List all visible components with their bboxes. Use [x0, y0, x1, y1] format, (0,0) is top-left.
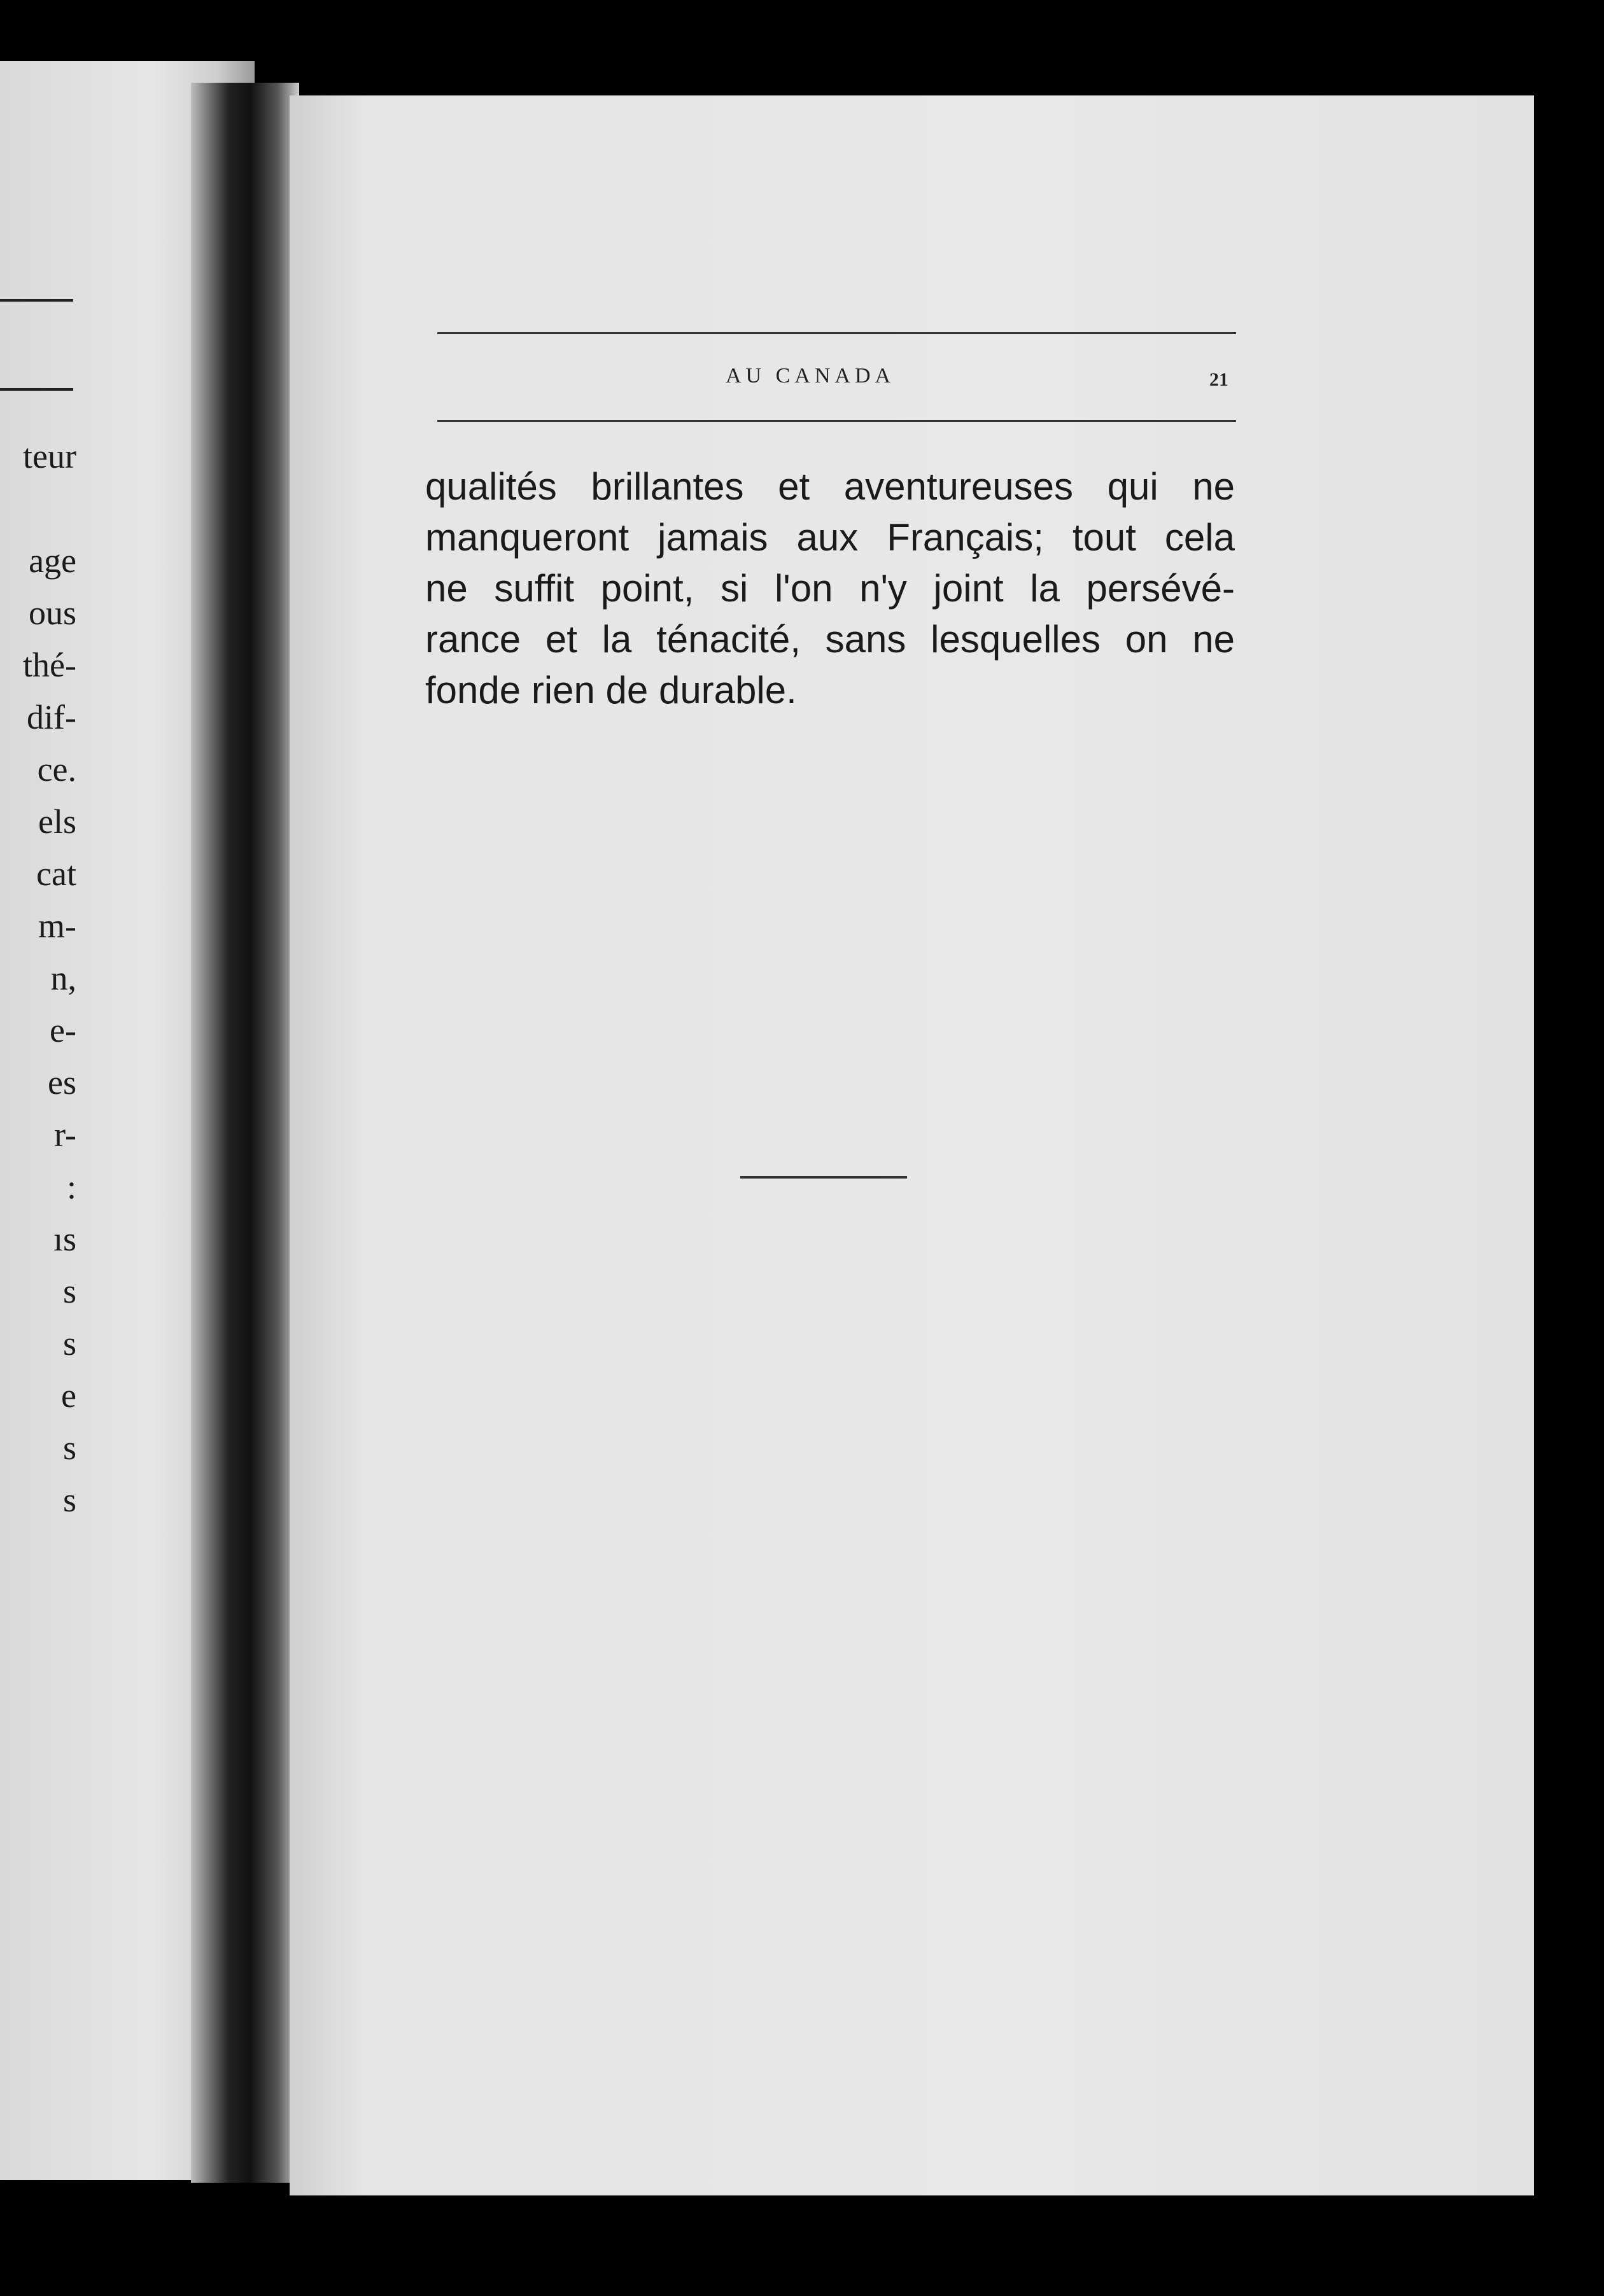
left-page-fragment: m- — [38, 907, 76, 945]
left-page-fragment: s — [62, 1324, 76, 1362]
running-head: AU CANADA — [726, 364, 896, 388]
left-page-rule — [0, 388, 73, 391]
left-page-fragment: els — [38, 802, 76, 841]
left-page-fragment: e — [61, 1376, 76, 1415]
left-page-fragment: s — [62, 1481, 76, 1519]
left-page-fragment: e- — [50, 1011, 76, 1049]
left-page-fragment: cat — [36, 855, 76, 893]
left-page-fragment: dif- — [27, 698, 76, 736]
header-rule-bottom — [437, 420, 1236, 422]
left-page-fragment: age — [29, 542, 76, 580]
left-page-fragment: : — [66, 1168, 76, 1206]
paragraph-line: fonde rien de durable. — [425, 669, 797, 711]
left-page-fragment: ıs — [53, 1220, 76, 1258]
left-page-fragment: ous — [28, 594, 76, 632]
left-page-fragment: ce. — [37, 750, 76, 788]
page-number: 21 — [1209, 369, 1228, 390]
left-page-fragment: es — [48, 1063, 76, 1102]
left-page-rule — [0, 299, 73, 302]
left-page-fragment: teur — [23, 437, 76, 475]
section-end-rule — [740, 1176, 907, 1179]
right-page — [290, 95, 1534, 2195]
left-page-fragment: r- — [54, 1116, 76, 1154]
left-page-fragment: s — [62, 1272, 76, 1310]
paragraph — [425, 461, 1235, 716]
book-gutter-shadow — [191, 83, 299, 2183]
left-page-fragment: n, — [50, 959, 76, 997]
left-page-fragment: thé- — [23, 646, 76, 684]
paragraph-line: manqueront jamais aux Français; tout cela — [425, 516, 1235, 559]
paragraph-line: ne suffit point, si l'on n'y joint la persévé- — [425, 567, 1235, 610]
left-page-fragment: s — [62, 1429, 76, 1467]
paragraph-line: rance et la ténacité, sans lesquelles on ne — [425, 618, 1235, 661]
paragraph-line: qualités brillantes et aventureuses qui ne — [425, 465, 1235, 508]
header-rule-top — [437, 332, 1236, 334]
